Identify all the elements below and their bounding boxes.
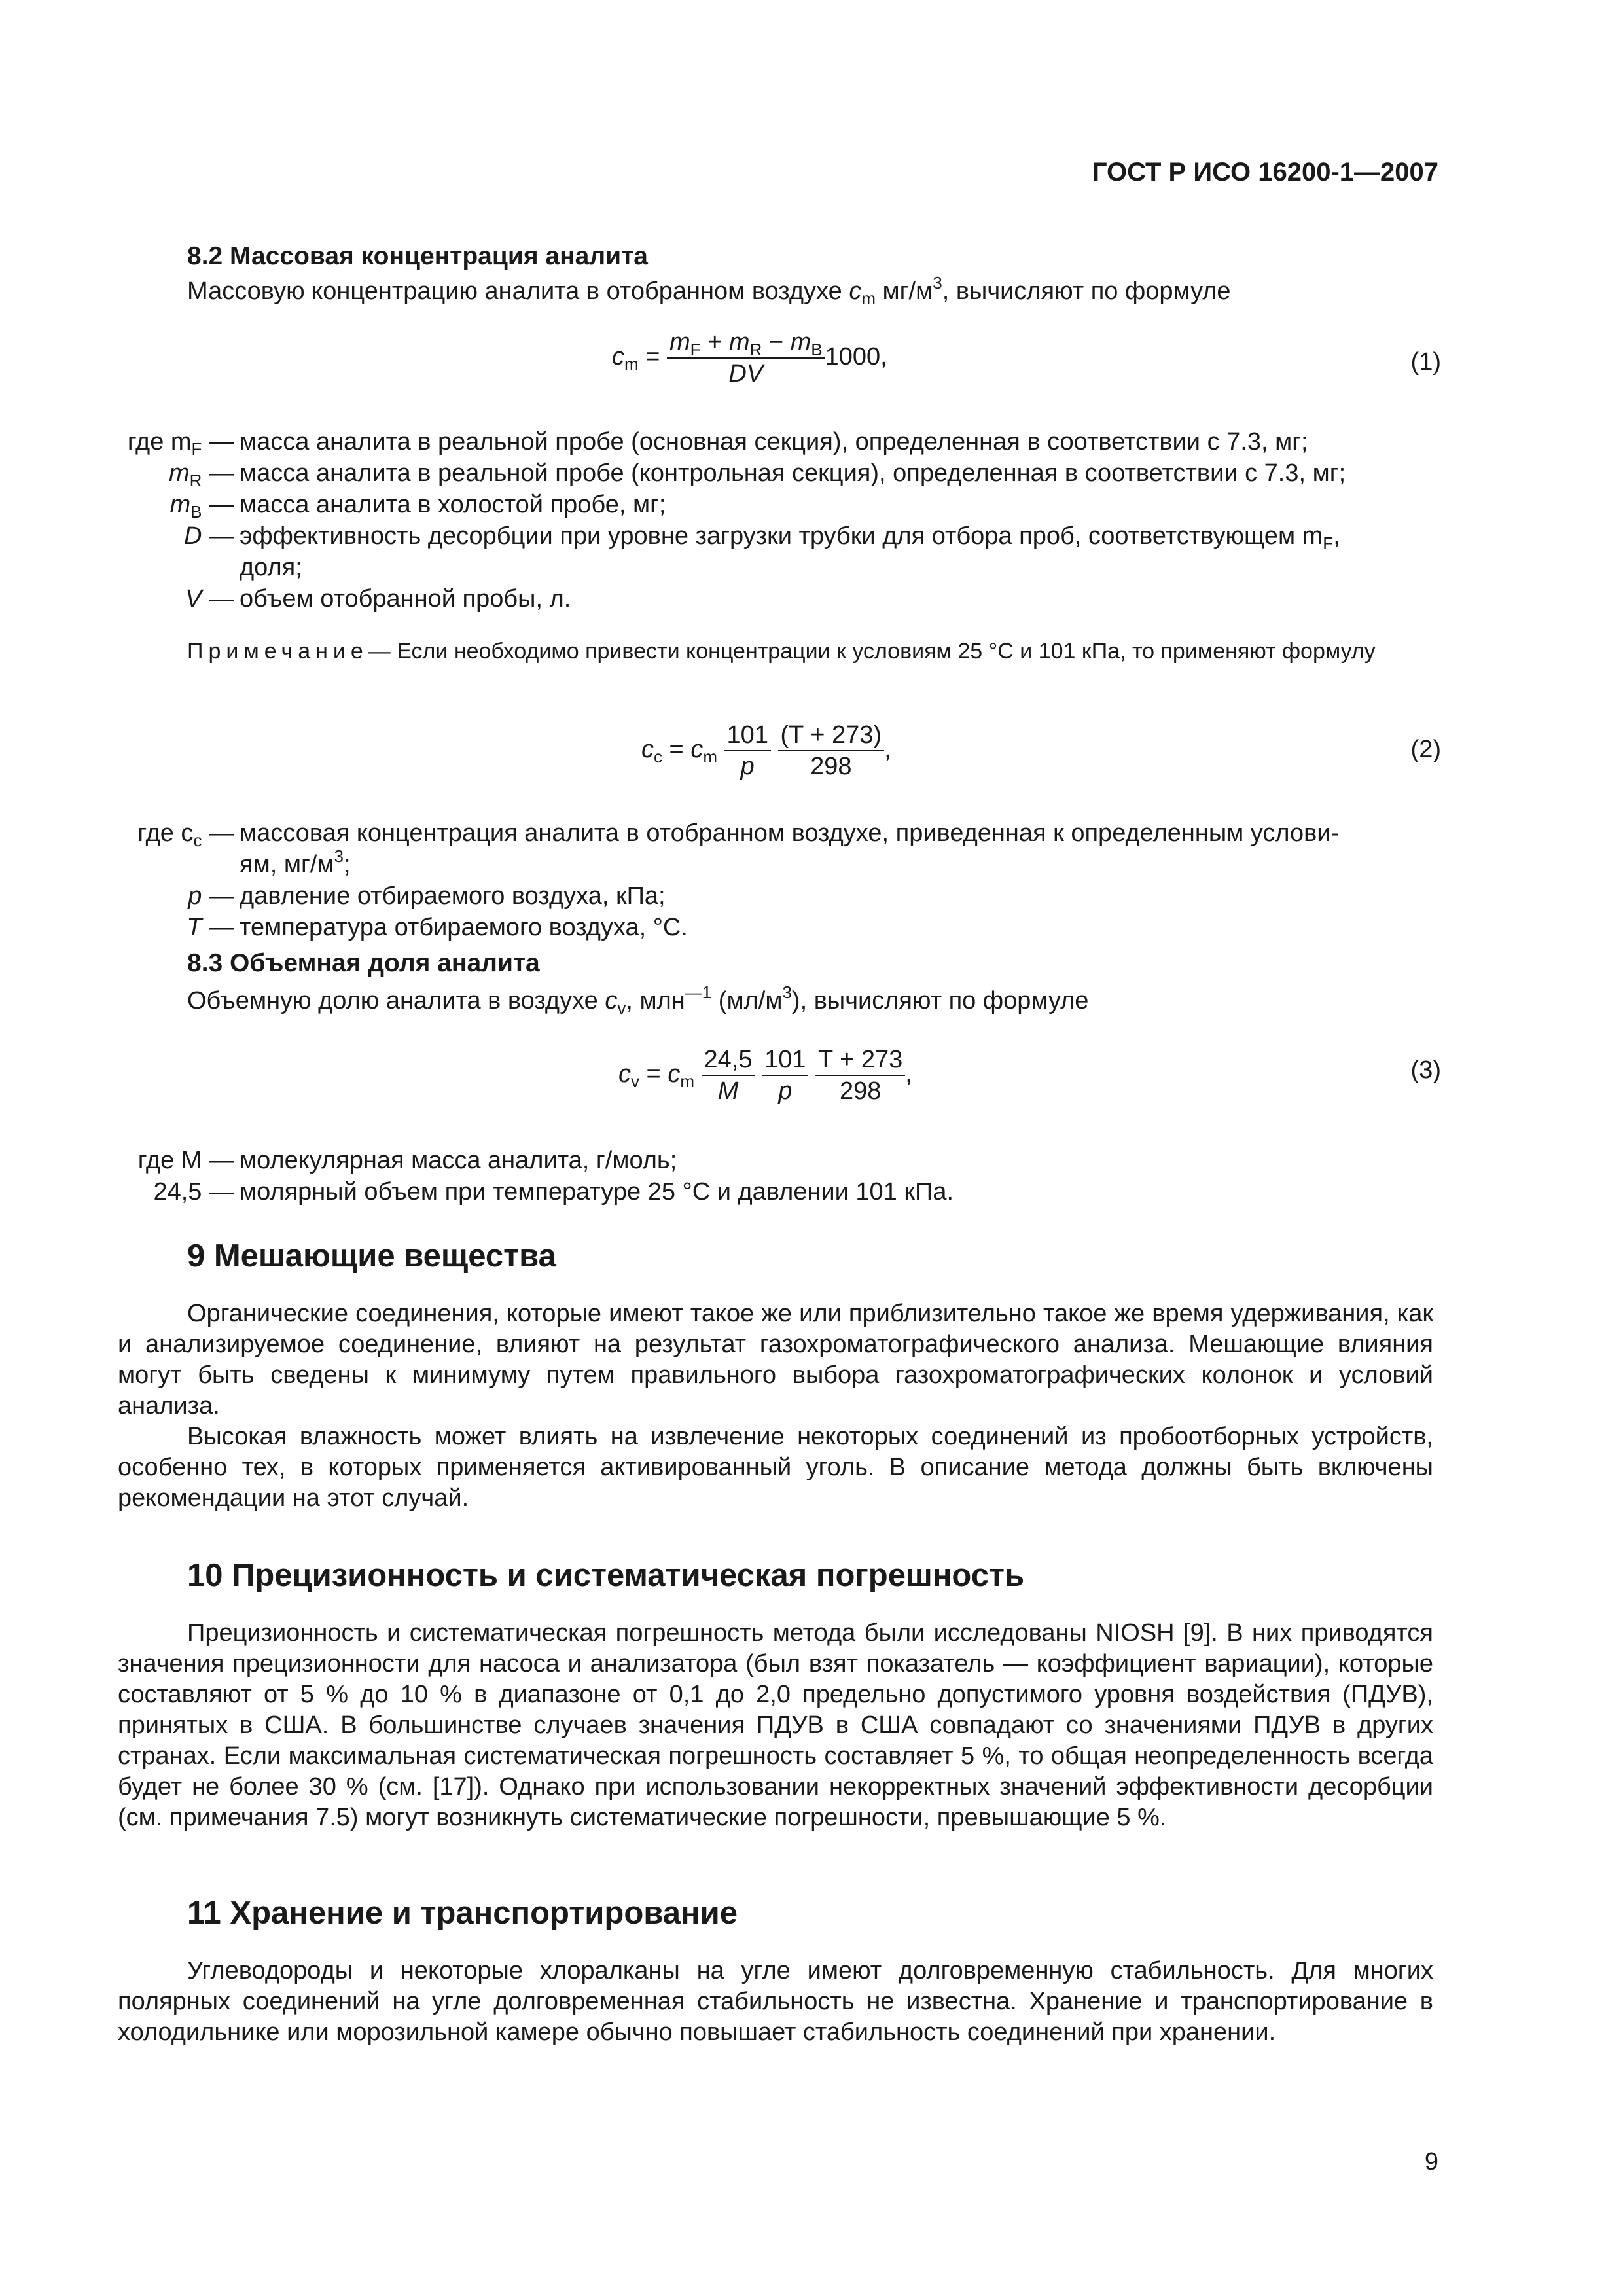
section-8-3-title: 8.3 Объемная доля аналита — [187, 949, 540, 977]
definition-row: где M — молекулярная масса аналита, г/моль; — [137, 1147, 677, 1174]
definition-continuation: доля; — [240, 554, 302, 581]
definition-row: p — давление отбираемого воздуха, кПа; — [188, 882, 666, 910]
formula-2: $c_c = c_m$ $\frac{101}{p}$ $\frac{(T + 273)}{298}$ , — [641, 721, 891, 780]
definition-row: $m_R$ — масса аналита в реальной пробе (контрольная секция), определенная в соответствии с 7.3, мг; — [169, 459, 1346, 490]
section-11-title: 11 Хранение и транспортирование — [187, 1895, 738, 1931]
section-9-title: 9 Мешающие вещества — [187, 1238, 556, 1274]
section-9-body: Органические соединения, которые имеют такое же или приблизительно такое же время удерживания, как и анализируемое соединение, влияют на результат газохроматографического анализа. Мешающие влияния могут быть сведены к минимуму путем правильного выбора газохроматографических колонок и условий анализа. Высокая влажность может влиять на извлечение некоторых соединений из пробоотборных устройств, особенно тех, в которых применяется активированный уголь. В описание метода должны быть включены рекомендации на этот случай. — [118, 1300, 1433, 1512]
section-11-body: Углеводороды и некоторые хлоралканы на угле имеют долговременную стабильность. Для многих полярных соединений на угле долговременная стабильность не известна. Хранение и транспортирование в холодильнике или морозильной камере обычно повышает стабильность соединений при хранении. — [118, 1957, 1433, 2046]
definition-row: где $c_c$ — массовая концентрация аналита в отобранном воздухе, приведенная к определенным услови- — [137, 819, 1340, 850]
formula-1-fraction: $\frac{m_F + m_R - m_B}{DV}$ — [667, 327, 825, 389]
definition-row: V — объем отобранной пробы, л. — [185, 585, 571, 613]
section-8-2-intro: Массовую концентрацию аналита в отобранном воздухе $c_m$ $мг/м^3$, вычисляют по формуле — [187, 273, 1231, 308]
formula-3: $c_v = c_m$ $\frac{24,5}{M}$ $\frac{101}{p}$ $\frac{T + 273}{298}$ , — [618, 1046, 912, 1105]
formula-3-number: (3) — [1410, 1056, 1441, 1084]
definition-row: T — температура отбираемого воздуха, °С. — [187, 914, 688, 941]
definition-row: $m_B$ — масса аналита в холостой пробе, мг; — [169, 491, 666, 522]
formula-1: $c_m$ = $\frac{m_F + m_R - m_B}{DV}$ 1000, — [612, 329, 887, 387]
note: Примечание— Если необходимо привести концентрации к условиям 25 °С и 101 кПа, то применяют формулу — [187, 639, 1376, 664]
section-8-3-intro: Объемную долю аналита в воздухе $c_v$, млн$^{—1}$ $(мл/м^3)$, вычисляют по формуле — [187, 982, 1089, 1018]
document-code-header: ГОСТ Р ИСО 16200-1—2007 — [1092, 158, 1438, 187]
definition-continuation: ям, $мг/м^3$; — [240, 846, 351, 878]
definition-row: 24,5 — молярный объем при температуре 25 °С и давлении 101 кПа. — [153, 1178, 954, 1206]
formula-2-number: (2) — [1410, 736, 1441, 763]
section-10-title: 10 Прецизионность и систематическая погрешность — [187, 1558, 1025, 1593]
page-number: 9 — [1424, 2148, 1438, 2176]
definition-row: где $m_F$ — масса аналита в реальной пробе (основная секция), определенная в соответствии с 7.3, мг; — [127, 428, 1308, 459]
definition-row: D — эффективность десорбции при уровне загрузки трубки для отбора проб, соответствующем $m_F$, — [183, 522, 1340, 553]
section-10-body: Прецизионность и систематическая погрешность метода были исследованы NIOSH [9]. В них приводятся значения прецизионности для насоса и анализатора (был взят показатель — коэффициент вариации), которые составляют от 5 % до 10 % в диапазоне от 0,1 до 2,0 предельно допустимого уровня воздействия (ПДУВ), принятых в США. В большинстве случаев значения ПДУВ в США совпадают со значениями ПДУВ в других странах. Если максимальная систематическая погрешность составляет 5 %, то общая неопределенность всегда будет не более 30 % (см. [17]). Однако при использовании некорректных значений эффективности десорбции (см. примечания 7.5) могут возникнуть систематические погрешности, превышающие 5 %. — [118, 1619, 1433, 1831]
section-8-2-title: 8.2 Массовая концентрация аналита — [187, 242, 648, 270]
formula-1-number: (1) — [1410, 348, 1441, 376]
